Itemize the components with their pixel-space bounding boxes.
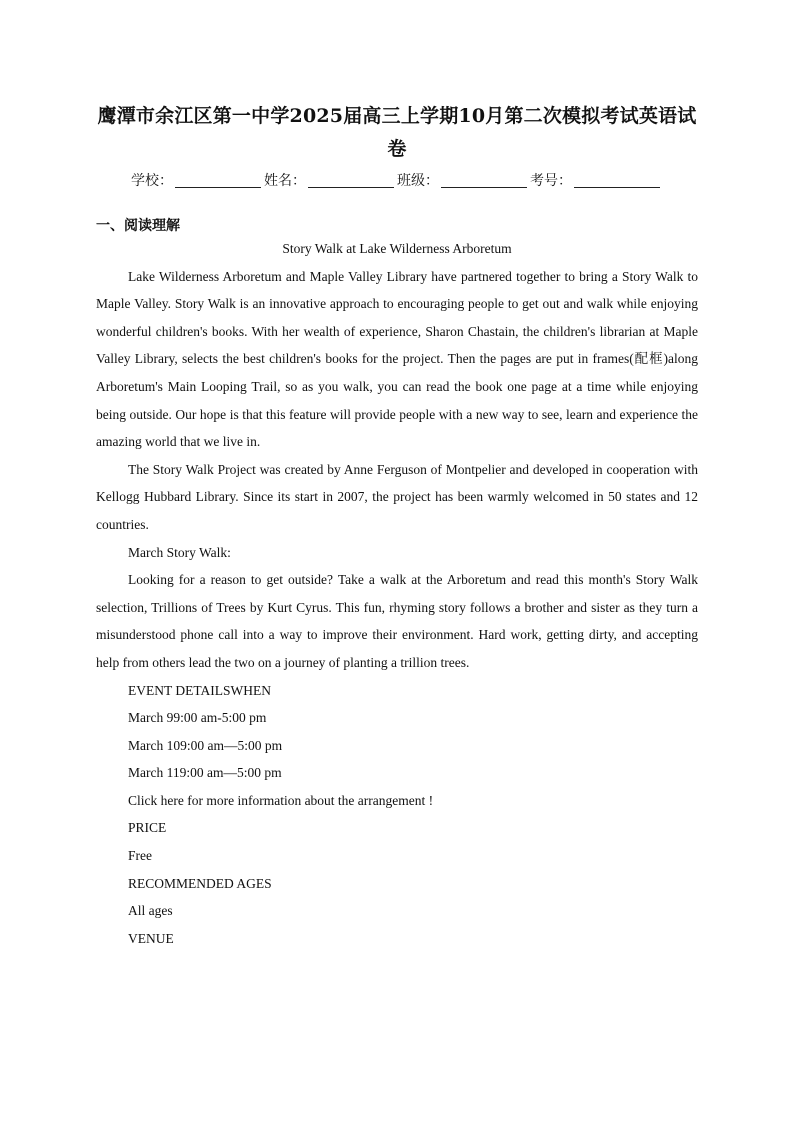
march-heading: March Story Walk: — [128, 544, 231, 560]
student-info-fields — [0, 170, 794, 190]
class-blank[interactable] — [441, 173, 527, 188]
passage-title: Story Walk at Lake Wilderness Arboretum — [282, 241, 512, 256]
price-heading: PRICE — [128, 820, 167, 836]
passage-paragraph: Looking for a reason to get outside? Take a walk at the Arboretum and read this month's Story Walk selection, Trillions of Trees by Kurt Cyrus. This fun, rhyming story follows a brother and sister as they turn a misunderstood phone call into a way to improve their environment. Hard work, getting dirty, and accepting help from others lead the two on a journey of planting a trillion trees. — [96, 572, 698, 670]
venue-heading: VENUE — [128, 930, 174, 946]
event-time: March 99:00 am-5:00 pm — [128, 710, 267, 726]
name-label: 姓名： — [264, 173, 306, 189]
name-blank[interactable] — [308, 173, 394, 188]
reading-passage — [96, 235, 698, 952]
passage-paragraph: The Story Walk Project was created by Anne Ferguson of Montpelier and developed in cooperation with Kellogg Hubbard Library. Since its start in 2007, the project has been warmly welcomed in 50 states and 12 countries. — [96, 461, 698, 532]
school-label: 学校： — [131, 173, 173, 189]
ages-value: All ages — [128, 903, 173, 919]
ages-heading: RECOMMENDED AGES — [128, 875, 272, 891]
exam-number-blank[interactable] — [574, 173, 660, 188]
exam-number-label: 考号： — [530, 173, 572, 189]
event-details-heading: EVENT DETAILSWHEN — [128, 682, 272, 698]
passage-paragraph: Lake Wilderness Arboretum and Maple Valley Library have partnered together to bring a Story Walk to Maple Valley. Story Walk is an innovative approach to encouraging people to get out and walk while enjoying wonderful children's books. With her wealth of experience, Sharon Chastain, the children's librarian at Maple Valley Library, selects the best children's books for the project. Then the pages are put in frames(配框)along Arboretum's Main Looping Trail, so as you walk, you can read the book one page at a time while enjoying being outside. Our hope is that this feature will provide people with a new way to see, learn and experience the amazing world that we live in. — [96, 268, 698, 450]
section-heading: 一、阅读理解 — [96, 218, 180, 234]
class-label: 班级： — [397, 173, 439, 189]
more-info-link[interactable]: Click here for more information about the arrangement ! — [128, 792, 434, 808]
event-time: March 109:00 am—5:00 pm — [128, 737, 283, 753]
school-blank[interactable] — [175, 173, 261, 188]
event-time: March 119:00 am—5:00 pm — [128, 765, 282, 781]
price-value: Free — [128, 848, 152, 864]
document-title: 鹰潭市余江区第一中学2025届高三上学期10月第二次模拟考试英语试卷 — [97, 105, 697, 160]
